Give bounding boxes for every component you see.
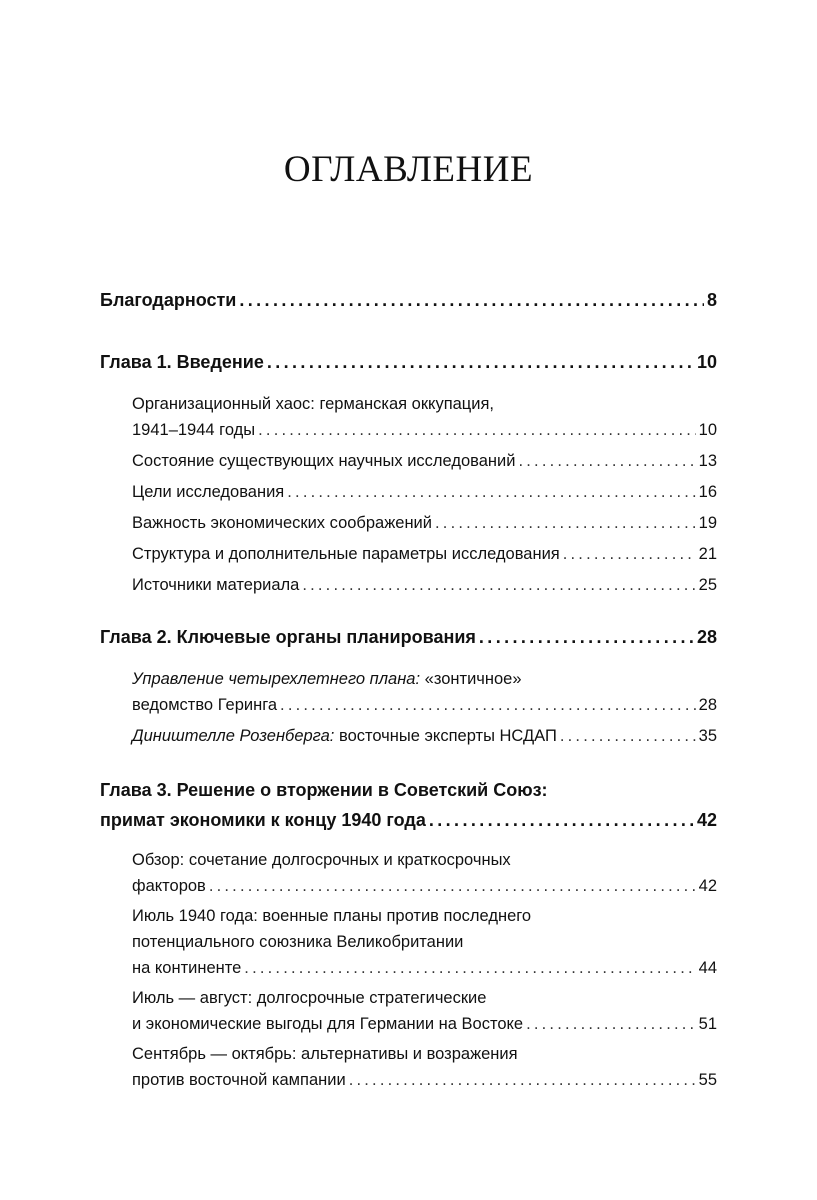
toc-section-label: Июль 1940 года: военные планы против последнего [132,907,532,925]
toc-page-number: 35 [698,727,717,745]
toc-page-number: 21 [698,545,717,563]
toc-page-number: 42 [698,877,717,895]
dot-leader [280,692,696,718]
toc-section[interactable] [132,510,717,536]
toc-page-number: 8 [706,290,717,310]
toc-section[interactable] [132,572,717,598]
toc-page-number: 25 [698,576,717,594]
toc-page-number: 10 [698,421,717,439]
toc-page-number: 28 [696,627,717,647]
dot-leader [429,805,694,835]
dot-leader [239,285,704,315]
toc-section-label-italic: Диништелле Розенберга: [132,727,335,745]
toc-section[interactable] [132,847,717,899]
dot-leader [518,448,695,474]
toc-section[interactable] [132,723,717,749]
toc-section-label: Цели исследования [132,483,285,501]
toc-entry-acknowledgements[interactable] [100,285,717,315]
dot-leader [302,572,695,598]
toc-section-label-italic: Управление четырехлетнего плана: [132,670,421,688]
dot-leader [287,479,695,505]
toc-section-label: 1941–1944 годы [132,421,256,439]
toc-section[interactable] [132,391,717,443]
toc-page-number: 51 [698,1015,717,1033]
toc-entry-label: Благодарности [100,290,237,310]
toc-section-label: Организационный хаос: германская оккупация, [132,395,494,413]
toc-page-number: 44 [698,959,717,977]
toc-page-number: 10 [696,352,717,372]
toc-section-label: потенциального союзника Великобритании [132,933,464,951]
toc-section[interactable] [132,903,717,981]
toc-section-label: Важность экономических соображений [132,514,432,532]
dot-leader [560,723,696,749]
dot-leader [267,347,694,377]
dot-leader [258,417,696,443]
toc-entry-label: Глава 2. Ключевые органы планирования [100,627,476,647]
toc-section[interactable] [132,1041,717,1093]
toc-section-label: Сентябрь — октябрь: альтернативы и возражения [132,1045,518,1063]
toc-section[interactable] [132,479,717,505]
toc-section-label: ведомство Геринга [132,696,278,714]
toc-entry-chapter-2[interactable] [100,622,717,652]
toc-section[interactable] [132,541,717,567]
dot-leader [479,622,694,652]
table-of-contents [100,285,717,1093]
toc-page-number: 42 [696,810,717,830]
toc-section-label: Состояние существующих научных исследований [132,452,516,470]
toc-section-label: Структура и дополнительные параметры исследования [132,545,560,563]
toc-page-number: 55 [698,1071,717,1089]
dot-leader [244,955,695,981]
dot-leader [435,510,696,536]
toc-section-label: на континенте [132,959,242,977]
toc-page-number: 13 [698,452,717,470]
toc-section-label: факторов [132,877,206,895]
dot-leader [349,1067,696,1093]
toc-entry-label: Глава 1. Введение [100,352,264,372]
toc-section-label: Обзор: сочетание долгосрочных и краткосрочных [132,851,511,869]
dot-leader [526,1011,696,1037]
dot-leader [563,541,696,567]
dot-leader [209,873,696,899]
toc-section-label: против восточной кампании [132,1071,346,1089]
toc-entry-chapter-3[interactable] [100,775,717,835]
toc-entry-chapter-1[interactable] [100,347,717,377]
toc-entry-label: Глава 3. Решение о вторжении в Советский Союз: [100,780,548,800]
toc-section[interactable] [132,985,717,1037]
toc-section[interactable] [132,666,717,718]
toc-section-label: восточные эксперты НСДАП [334,727,557,745]
toc-page-number: 19 [698,514,717,532]
toc-section-label: и экономические выгоды для Германии на Востоке [132,1015,524,1033]
page-title: ОГЛАВЛЕНИЕ [283,149,534,190]
toc-page-number: 16 [698,483,717,501]
toc-section-label: Источники материала [132,576,300,594]
toc-entry-label: примат экономики к концу 1940 года [100,810,426,830]
toc-page-number: 28 [698,696,717,714]
toc-section-label: Июль — август: долгосрочные стратегические [132,989,487,1007]
toc-section-label: «зонтичное» [420,670,522,688]
toc-section[interactable] [132,448,717,474]
